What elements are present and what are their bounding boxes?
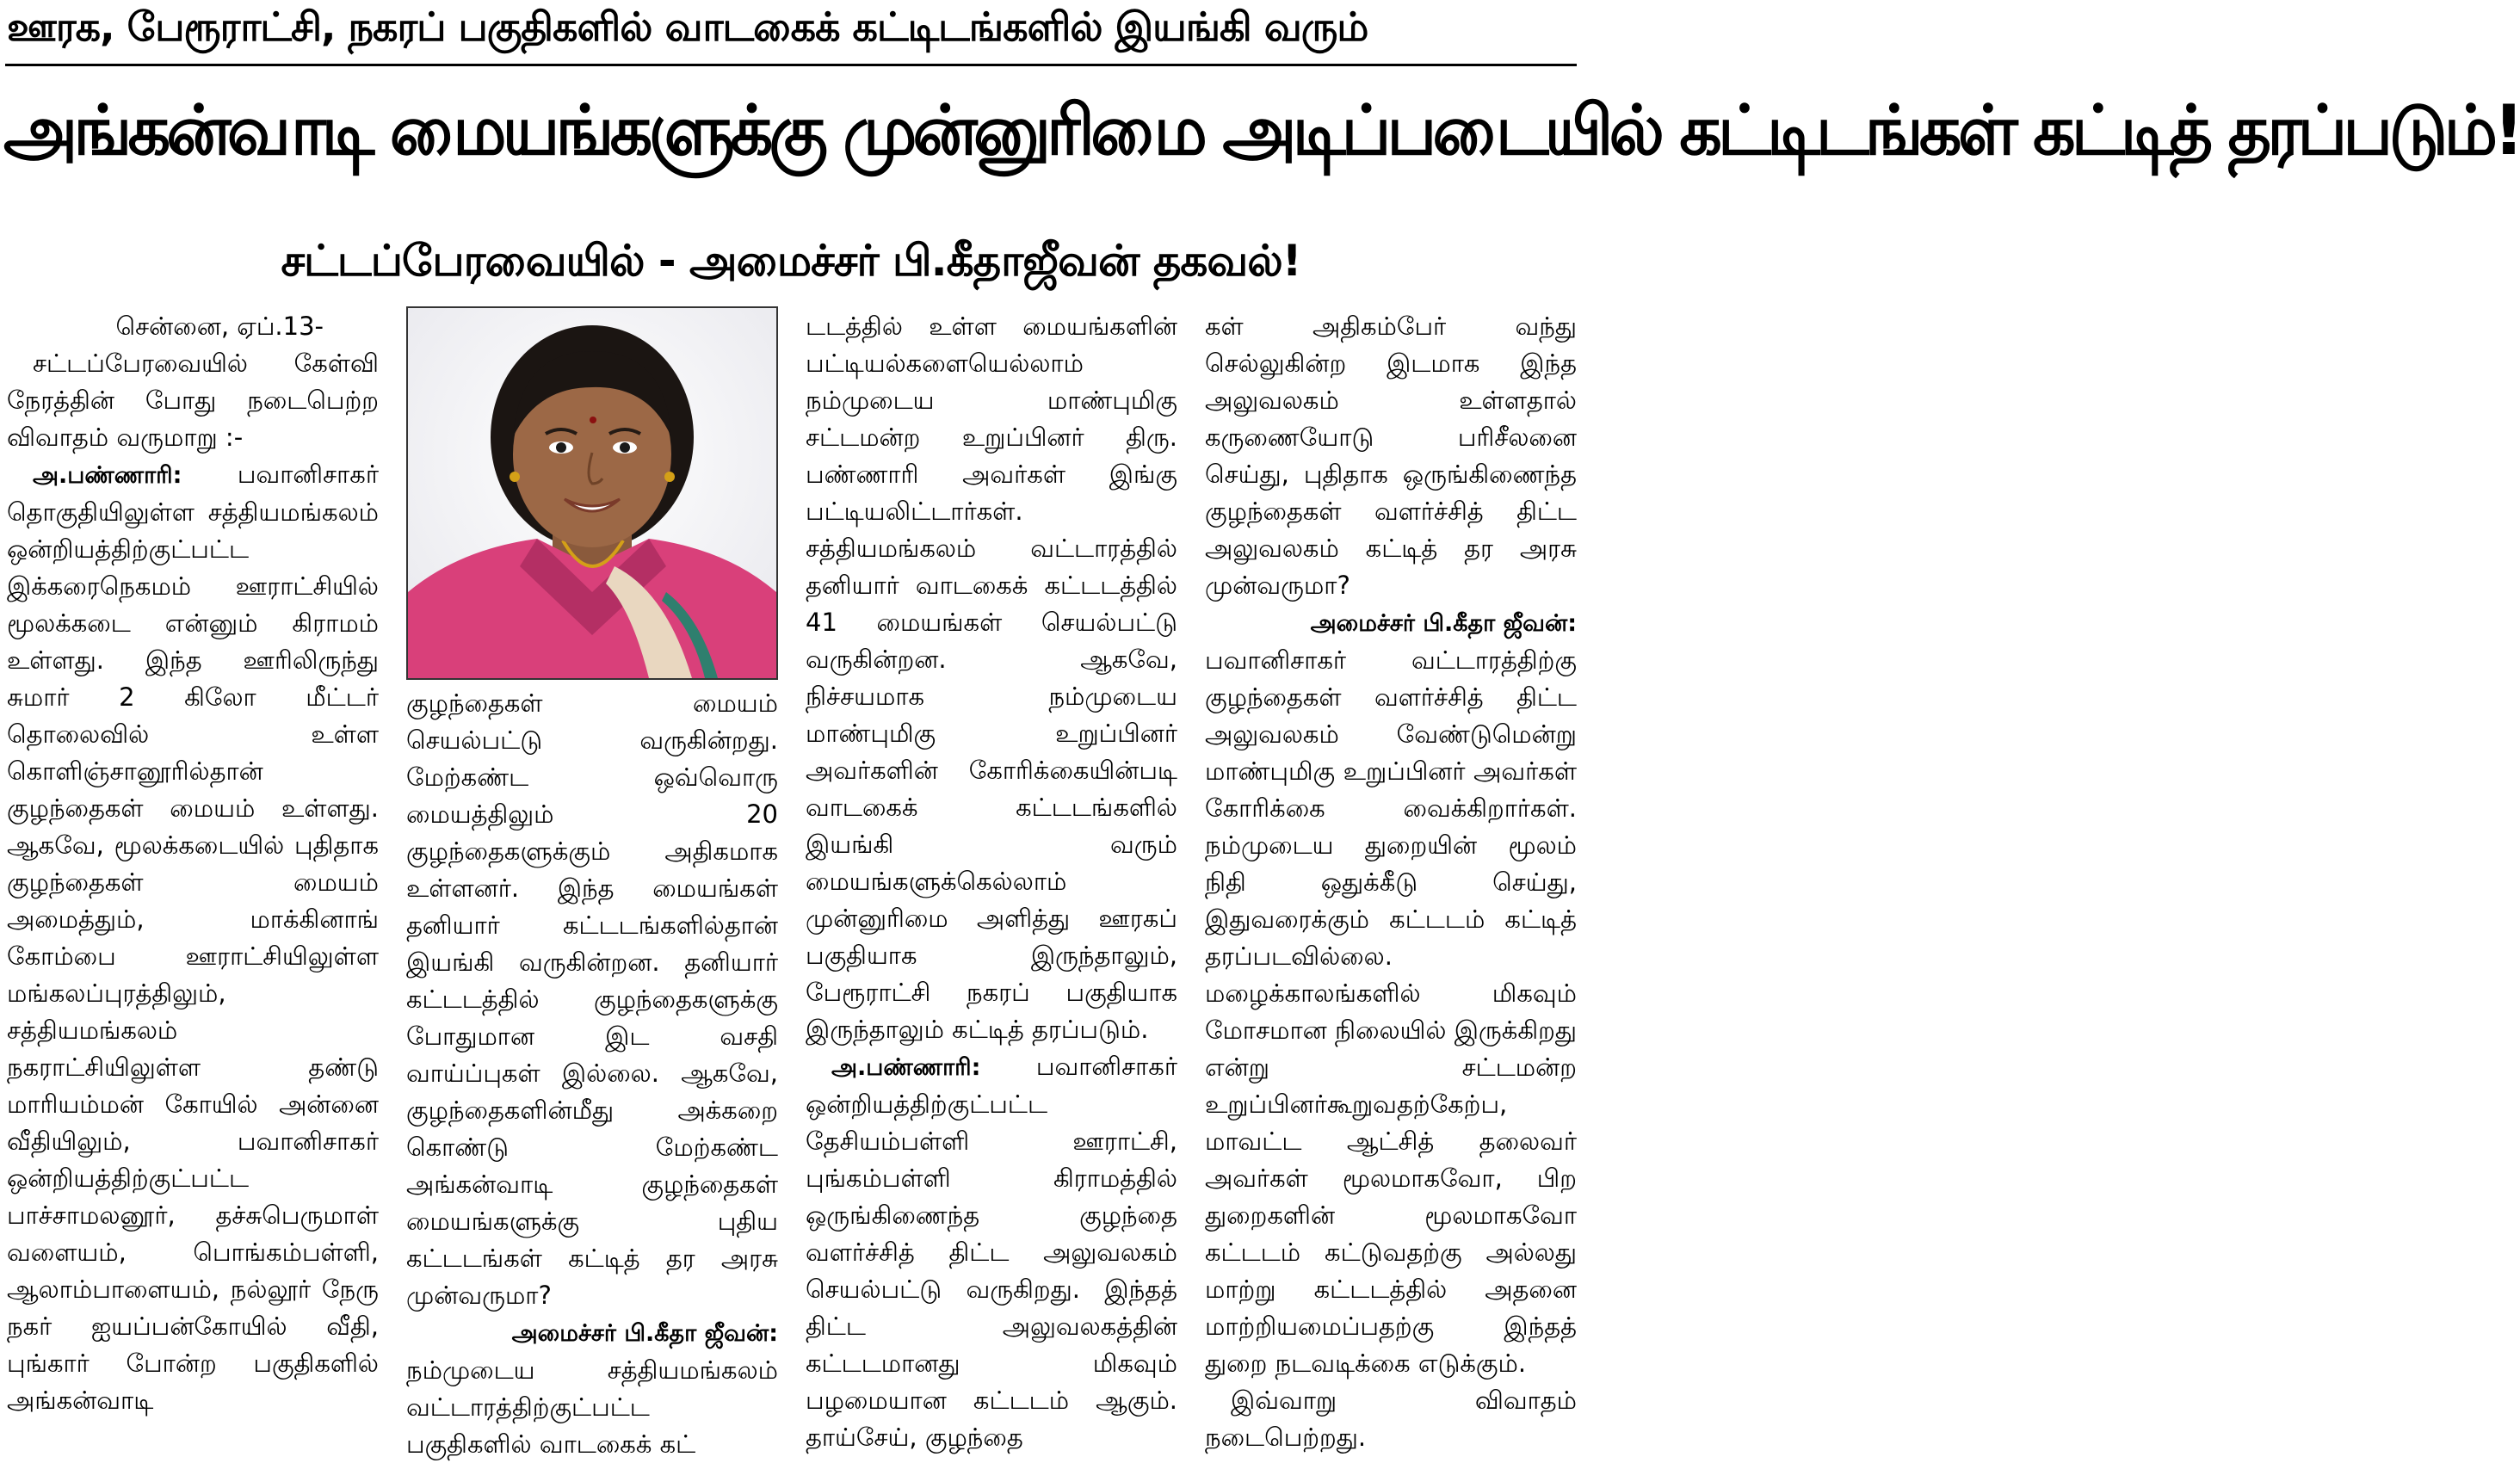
paragraph-text: பவானிசாகர் ஒன்றியத்திற்குட்பட்ட தேசியம்பள்ளி ஊராட்சி, புங்கம்பள்ளி கிராமத்தில் ஒருங்கிணைந்த குழந்தை வளர்ச்சித் திட்ட அலுவலகம் செயல்பட்டு வருகிறது. இந்தத் திட்ட அலுவலகத்தின் கட்டடமானது மிகவும் பழமையான கட்டடம் ஆகும். தாய்சேய், குழந்தை (806, 1052, 1177, 1452)
speaker-label: அ.பண்ணாரி: (33, 462, 182, 489)
article-column-1 (7, 308, 379, 1419)
deck-subheadline: சட்டப்பேரவையில் - அமைச்சர் பி.கீதாஜீவன் தகவல்! (281, 236, 1301, 286)
intro-paragraph: சட்டப்பேரவையில் கேள்வி நேரத்தின் போது நடைபெற்ற விவாதம் வருமாறு :- (7, 349, 379, 452)
minister-photo (406, 306, 778, 680)
speaker-paragraph (7, 456, 379, 1419)
kicker-line: ஊரக, பேரூராட்சி, நகரப் பகுதிகளில் வாடகைக் கட்டிடங்களில் இயங்கி வரும் (7, 3, 1368, 50)
speaker-label: அமைச்சர் பி.கீதா ஜீவன்: (511, 1320, 778, 1347)
speaker-paragraph (806, 1048, 1177, 1456)
portrait-illustration (408, 308, 776, 678)
paragraph-text: குழந்தைகள் மையம் செயல்பட்டு வருகின்றது. மேற்கண்ட ஒவ்வொரு மையத்திலும் 20 குழந்தைகளுக்கும் அதிகமாக உள்ளனர். இந்த மையங்கள் தனியார் கட்டடங்களில்தான் இயங்கி வருகின்றன. தனியார் கட்டடத்தில் குழந்தைகளுக்கு போதுமான இட வசதி வாய்ப்புகள் இல்லை. ஆகவே, குழந்தைகளின்மீது அக்கறை கொண்டு மேற்கண்ட அங்கன்வாடி குழந்தைகள் மையங்களுக்கு புதிய கட்டடங்கள் கட்டித் தர அரசு முன்வருமா? (406, 688, 778, 1310)
article-column-3 (806, 308, 1177, 1456)
speaker-label: அ.பண்ணாரி: (831, 1054, 981, 1081)
paragraph-text: பவானிசாகர் வட்டாரத்திற்கு குழந்தைகள் வளர்ச்சித் திட்ட அலுவலகம் வேண்டுமென்று மாண்புமிகு உறுப்பினர் அவர்கள் கோரிக்கை வைக்கிறார்கள். நம்முடைய துறையின் மூலம் நிதி ஒதுக்கீடு செய்து, இதுவரைக்கும் கட்டடம் கட்டித் தரப்படவில்லை. மழைக்காலங்களில் மிகவும் மோசமான நிலையில் இருக்கிறது என்று சட்டமன்ற உறுப்பினர்கூறுவதற்கேற்ப, மாவட்ட ஆட்சித் தலைவர் அவர்கள் மூலமாகவோ, பிற துறைகளின் மூலமாகவோ கட்டடம் கட்டுவதற்கு அல்லது மாற்று கட்டடத்தில் அதனை மாற்றியமைப்பதற்கு இந்தத் துறை நடவடிக்கை எடுக்கும். (1205, 645, 1577, 1378)
headline: அங்கன்வாடி மையங்களுக்கு முன்னுரிமை அடிப்படையில் கட்டிடங்கள் கட்டித் தரப்படும்! (3, 90, 2520, 170)
speaker-label: அமைச்சர் பி.கீதா ஜீவன்: (1310, 610, 1577, 637)
speaker-line (406, 1314, 778, 1352)
article-column-2 (406, 685, 778, 1463)
dateline: சென்னை, ஏப்.13- (115, 312, 324, 341)
paragraph-text: பவானிசாகர் தொகுதியிலுள்ள சத்தியமங்கலம் ஒன்றியத்திற்குட்பட்ட இக்கரைநெகமம் ஊராட்சியில் மூலக்கடை என்னும் கிராமம் உள்ளது. இந்த ஊரிலிருந்து சுமார் 2 கிலோ மீட்டர் தொலைவில் உள்ள கொளிஞ்சானூரில்தான் குழந்தைகள் மையம் உள்ளது. ஆகவே, மூலக்கடையில் புதிதாக குழந்தைகள் மையம் அமைத்தும், மாக்கினாங் கோம்பை ஊராட்சியிலுள்ள மங்கலப்புரத்திலும், சத்தியமங்கலம் நகராட்சியிலுள்ள தண்டு மாரியம்மன் கோயில் அன்னை வீதியிலும், பவானிசாகர் ஒன்றியத்திற்குட்பட்ட பாச்சாமலனூர், தச்சுபெருமாள் வளையம், பொங்கம்பள்ளி, ஆலாம்பாளையம், நல்லூர் நேரு நகர் ஐயப்பன்கோயில் வீதி, புங்கார் போன்ற பகுதிகளில் அங்கன்வாடி (7, 460, 379, 1415)
closing-paragraph: இவ்வாறு விவாதம் நடைபெற்றது. (1205, 1386, 1577, 1452)
kicker-rule (5, 64, 1577, 66)
paragraph-text: நம்முடைய சத்தியமங்கலம் வட்டாரத்திற்குட்பட்ட பகுதிகளில் வாடகைக் கட் (406, 1355, 778, 1459)
paragraph-text: டடத்தில் உள்ள மையங்களின் பட்டியல்களையெல்லாம் நம்முடைய மாண்புமிகு சட்டமன்ற உறுப்பினர் திரு. பண்ணாரி அவர்கள் இங்கு பட்டியலிட்டார்கள். சத்தியமங்கலம் வட்டாரத்தில் தனியார் வாடகைக் கட்டடத்தில் 41 மையங்கள் செயல்பட்டு வருகின்றன. ஆகவே, நிச்சயமாக நம்முடைய மாண்புமிகு உறுப்பினர் அவர்களின் கோரிக்கையின்படி வாடகைக் கட்டடங்களில் இயங்கி வரும் மையங்களுக்கெல்லாம் முன்னுரிமை அளித்து ஊரகப் பகுதியாக இருந்தாலும், பேரூராட்சி நகரப் பகுதியாக இருந்தாலும் கட்டித் தரப்படும். (806, 312, 1177, 1044)
paragraph-text: கள் அதிகம்பேர் வந்து செல்லுகின்ற இடமாக இந்த அலுவலகம் உள்ளதால் கருணையோடு பரிசீலனை செய்து, புதிதாக ஒருங்கிணைந்த குழந்தைகள் வளர்ச்சித் திட்ட அலுவலகம் கட்டித் தர அரசு முன்வருமா? (1205, 312, 1577, 600)
speaker-line (1205, 604, 1577, 642)
article-column-4 (1205, 308, 1577, 1456)
